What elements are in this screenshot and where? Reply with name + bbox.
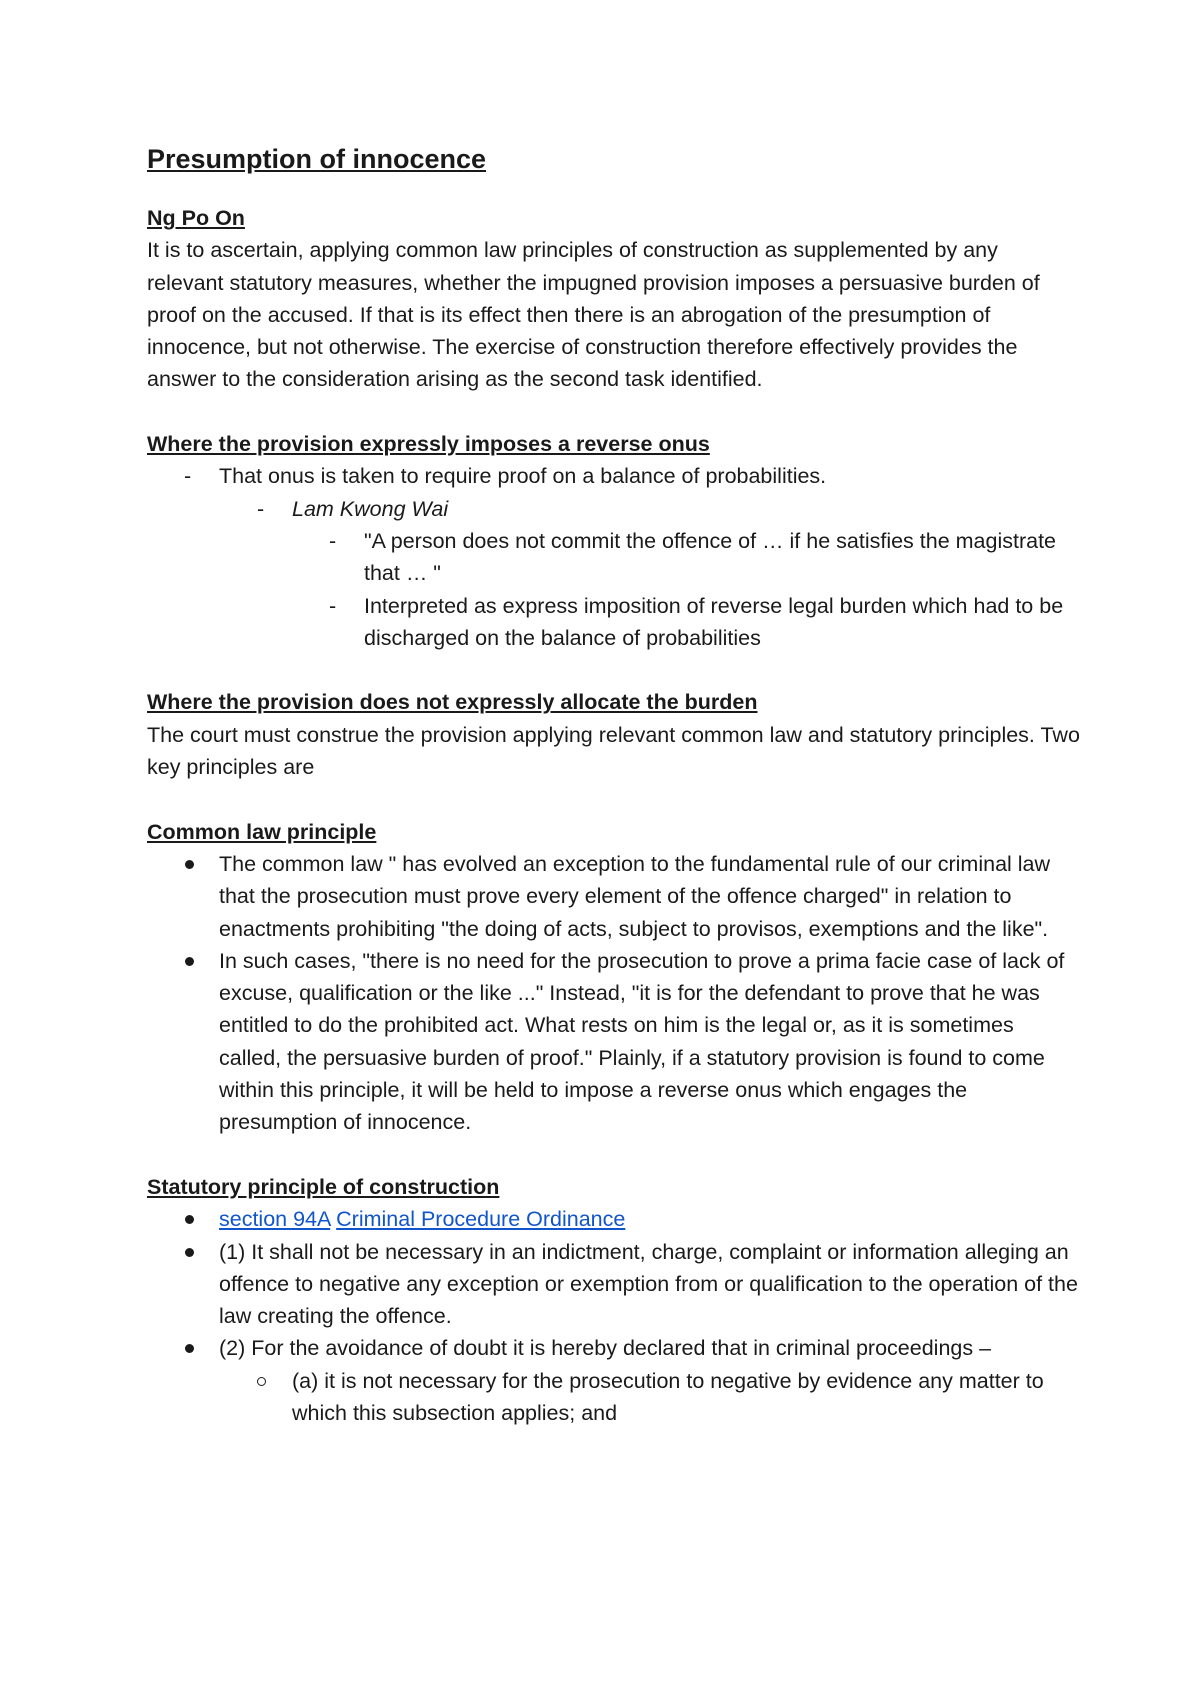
list-item-text: (2) For the avoidance of doubt it is hereby declared that in criminal proceedings – — [219, 1336, 992, 1361]
criminal-procedure-ordinance-link[interactable]: Criminal Procedure Ordinance — [336, 1207, 626, 1232]
list-item-text: The common law " has evolved an exception to the fundamental rule of our criminal law that the prosecution must prove every element of the offence charged" in relation to enactments prohibiting "the doing of acts, subject to provisos, exemptions and the like". — [219, 851, 1051, 941]
bullet-list-common-law — [147, 848, 1080, 1139]
dash-marker: - — [329, 593, 337, 618]
list-item — [147, 1365, 1080, 1430]
list-item — [147, 848, 1080, 945]
list-item-text: In such cases, "there is no need for the prosecution to prove a prima facie case of lack of excuse, qualification or the like ..." Instead, "it is for the defendant to prove that he was entitled to do the prohibited act. What rests on him is the legal or, as it is sometimes called, the persuasive burden of proof." Plainly, if a statutory provision is found to come within this principle, it will be held to impose a reverse onus which engages the presumption of innocence. — [219, 948, 1065, 1135]
bullet-dot-icon — [185, 957, 194, 966]
bullet-dot-icon — [185, 1248, 194, 1257]
section-heading-ng-po-on: Ng Po On — [147, 206, 245, 230]
section-heading-not-expressly-allocated: Where the provision does not expressly allocate the burden — [147, 690, 758, 715]
bullet-dot-icon — [185, 860, 194, 869]
list-item — [147, 1332, 1080, 1364]
bullet-dot-icon — [185, 1344, 194, 1353]
section-94a-link[interactable]: section 94A — [219, 1207, 331, 1232]
dash-marker: - — [329, 528, 337, 553]
dash-marker: - — [184, 464, 192, 489]
list-item-text: (a) it is not necessary for the prosecution to negative by evidence any matter to which this subsection applies; and — [292, 1368, 1044, 1425]
paragraph-not-expressly-allocated: The court must construe the provision applying relevant common law and statutory principles. Two key principles are — [147, 722, 1080, 780]
dash-list-express — [147, 460, 1080, 654]
section-heading-express-reverse-onus: Where the provision expressly imposes a reverse onus — [147, 432, 710, 457]
section-heading-statutory-principle: Statutory principle of construction — [147, 1174, 500, 1199]
paragraph-ng-po-on: It is to ascertain, applying common law principles of construction as supplemented by any relevant statutory measures, whether the impugned provision imposes a persuasive burden of proof on the accused. If that is its effect then there is an abrogation of the presumption of innocence, but not otherwise. The exercise of construction therefore effectively provides the answer to the consideration arising as the second task identified. — [147, 238, 1040, 392]
list-item-text: (1) It shall not be necessary in an indictment, charge, complaint or information alleging an offence to negative any exception or exemption from or qualification to the operation of the law creating the offence. — [219, 1239, 1078, 1329]
bullet-dot-icon — [185, 1215, 194, 1224]
list-item — [147, 1236, 1080, 1333]
bullet-circle-icon — [257, 1377, 266, 1386]
spacer — [147, 1139, 1080, 1171]
list-item — [147, 525, 1080, 590]
bullet-list-statutory — [147, 1203, 1080, 1429]
list-item — [147, 493, 1080, 525]
list-item — [147, 590, 1080, 655]
list-item-text: Interpreted as express imposition of reverse legal burden which had to be discharged on the balance of probabilities — [364, 593, 1064, 650]
spacer — [147, 783, 1080, 815]
list-item — [147, 945, 1080, 1139]
list-item — [147, 460, 1080, 492]
section-heading-common-law-principle: Common law principle — [147, 819, 377, 844]
list-item-text: That onus is taken to require proof on a balance of probabilities. — [219, 464, 827, 489]
document-title: Presumption of innocence — [147, 144, 487, 174]
list-item-text: "A person does not commit the offence of … if he satisfies the magistrate that … " — [364, 528, 1057, 586]
spacer — [147, 654, 1080, 686]
dash-marker: - — [257, 496, 265, 521]
case-name-lam-kwong-wai: Lam Kwong Wai — [292, 496, 449, 521]
spacer — [147, 396, 1080, 428]
list-item — [147, 1203, 1080, 1235]
